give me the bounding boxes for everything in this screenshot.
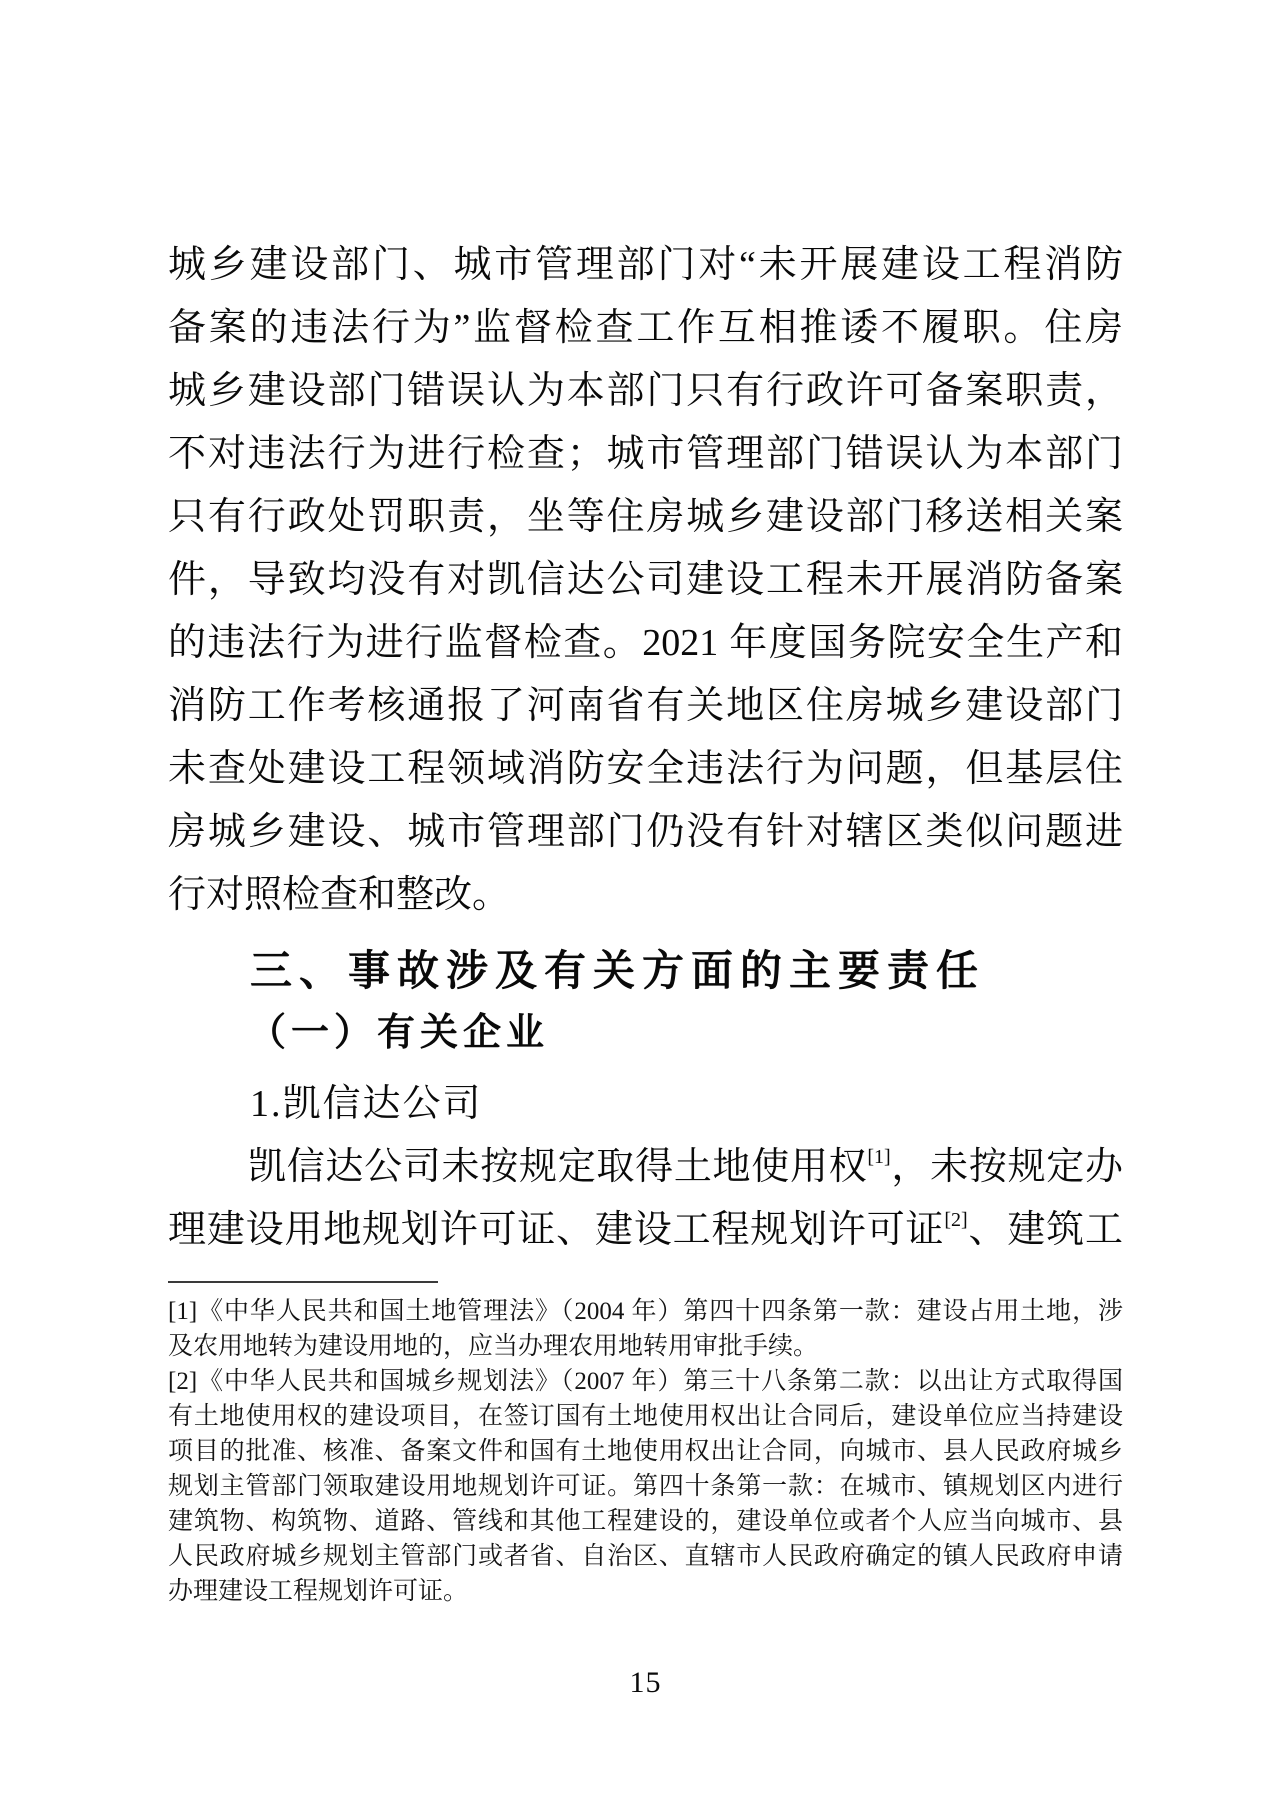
page-number: 15 <box>629 1666 662 1699</box>
body-paragraph <box>168 234 1123 927</box>
text-block <box>168 234 1123 1700</box>
footnote-line: 项目的批准、核准、备案文件和国有土地使用权出让合同，向城市、县人民政府城乡 <box>168 1438 1123 1465</box>
item-heading: 1.凯信达公司 <box>250 1083 483 1125</box>
paragraph-line: 消防工作考核通报了河南省有关地区住房城乡建设部门 <box>168 685 1123 727</box>
footnote-line: 人民政府城乡规划主管部门或者省、自治区、直辖市人民政府确定的镇人民政府申请 <box>168 1543 1123 1570</box>
footnote-line: 及农用地转为建设用地的，应当办理农用地转用审批手续。 <box>168 1333 819 1360</box>
footnote-line: 建筑物、构筑物、道路、管线和其他工程建设的，建设单位或者个人应当向城市、县 <box>168 1508 1123 1535</box>
section-heading: 三、事故涉及有关方面的主要责任 <box>250 947 986 994</box>
footnote-ref-1: [1] <box>867 1146 891 1168</box>
subsection-heading: （一）有关企业 <box>248 1012 550 1054</box>
paragraph-line <box>168 1199 1123 1262</box>
paragraph-line: 城乡建设部门、城市管理部门对“未开展建设工程消防 <box>168 244 1123 286</box>
paragraph-line: 未查处建设工程领域消防安全违法行为问题，但基层住 <box>168 748 1123 790</box>
paragraph-line: 只有行政处罚职责，坐等住房城乡建设部门移送相关案 <box>168 496 1123 538</box>
footnote-ref-2: [2] <box>944 1209 968 1231</box>
footnote-line: 办理建设工程规划许可证。 <box>168 1578 469 1605</box>
paragraph-text: 凯信达公司未按规定取得土地使用权 <box>248 1146 868 1188</box>
footnote-line: 有土地使用权的建设项目，在签订国有土地使用权出让合同后，建设单位应当持建设 <box>168 1403 1123 1430</box>
paragraph-text: 、建筑工 <box>967 1209 1123 1251</box>
paragraph-text: 理建设用地规划许可证、建设工程规划许可证 <box>168 1209 945 1251</box>
footnote-line: [1]《中华人民共和国土地管理法》（2004 年）第四十四条第一款：建设占用土地，涉 <box>168 1298 1123 1325</box>
paragraph-line: 不对违法行为进行检查；城市管理部门错误认为本部门 <box>168 433 1123 475</box>
paragraph-line: 城乡建设部门错误认为本部门只有行政许可备案职责， <box>168 370 1123 412</box>
footnote-line: 规划主管部门领取建设用地规划许可证。第四十条第一款：在城市、镇规划区内进行 <box>168 1473 1123 1500</box>
paragraph-line: 的违法行为进行监督检查。2021 年度国务院安全生产和 <box>168 622 1123 664</box>
paragraph-line <box>168 1136 1123 1199</box>
paragraph-line: 件，导致均没有对凯信达公司建设工程未开展消防备案 <box>168 559 1123 601</box>
paragraph-line: 行对照检查和整改。 <box>168 874 511 916</box>
paragraph-text: ，未按规定办 <box>890 1146 1123 1188</box>
paragraph-line: 备案的违法行为”监督检查工作互相推诿不履职。住房 <box>168 307 1123 349</box>
paragraph-line: 房城乡建设、城市管理部门仍没有针对辖区类似问题进 <box>168 811 1123 853</box>
footnotes-section <box>168 1294 1123 1609</box>
footnote-separator <box>168 1281 438 1283</box>
body-paragraph <box>168 1136 1123 1262</box>
footnote-line: [2]《中华人民共和国城乡规划法》（2007 年）第三十八条第二款：以出让方式取得国 <box>168 1368 1123 1395</box>
